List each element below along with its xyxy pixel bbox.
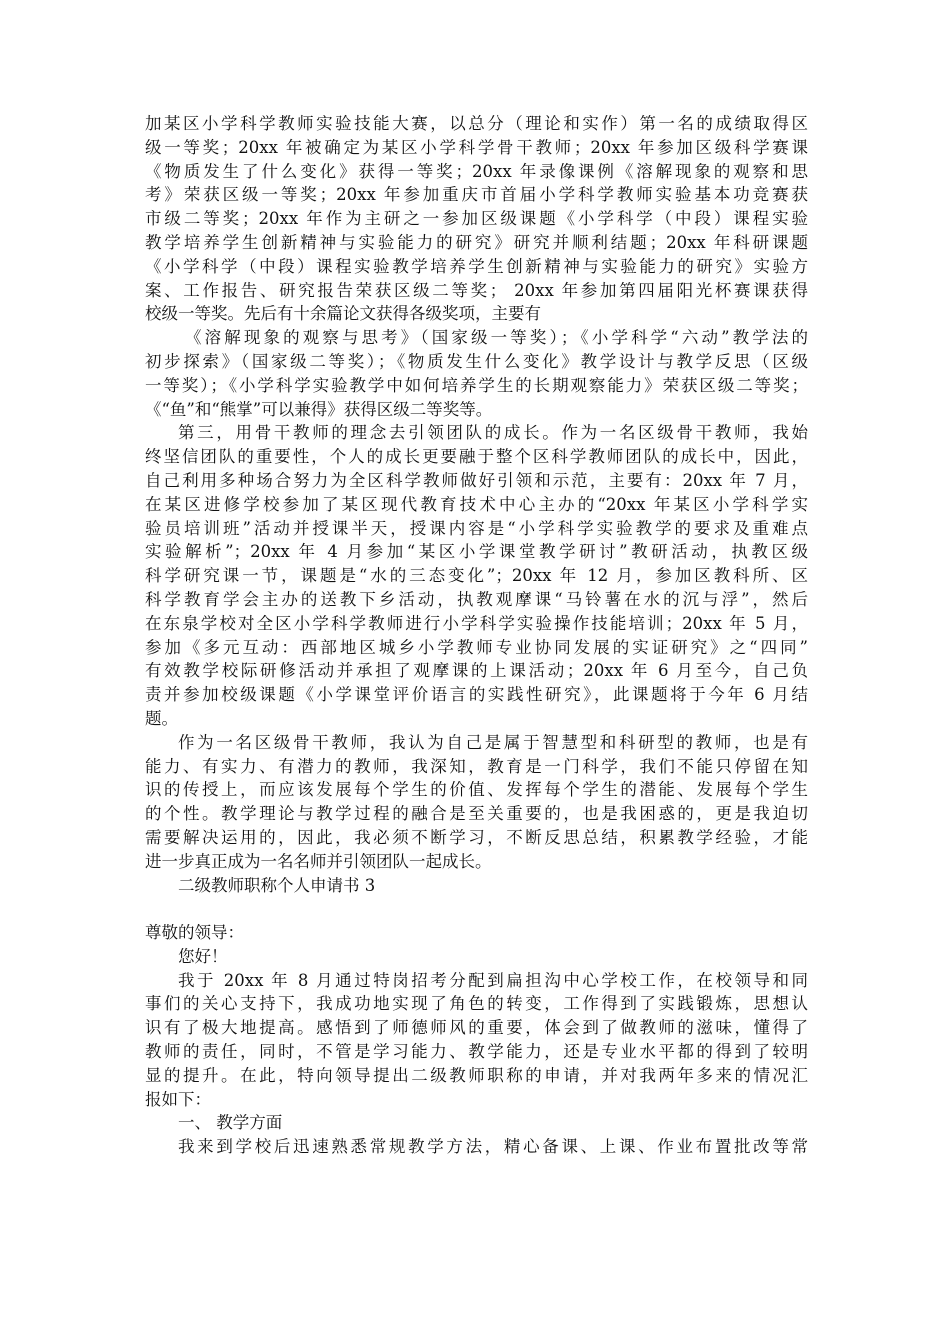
text-line: 能力、有实力、有潜力的教师，我深知，教育是一门科学，我们不能只停留在知 (145, 756, 808, 776)
paragraph-awards (145, 112, 808, 326)
text-line: 教学培养学生创新精神与实验能力的研究》研究并顺利结题；20xx 年科研课题 (145, 232, 808, 252)
text-line: 市级二等奖；20xx 年作为主研之一参加区级课题《小学科学（中段）课程实验 (145, 209, 808, 229)
text-line: 责并参加校级课题《小学课堂评价语言的实践性研究》，此课题将于今年 6 月结 (145, 685, 808, 705)
blank-line (145, 897, 808, 921)
text-line: 一等奖）；《小学科学实验教学中如何培养学生的长期观察能力》荣获区级二等奖； (145, 375, 808, 395)
paragraph-third-point (145, 421, 808, 730)
text-line: 科学教育学会主办的送教下乡活动，执教观摩课“马铃薯在水的沉与浮”，然后 (145, 589, 808, 609)
section-title: 二级教师职称个人申请书 3 (178, 875, 376, 895)
text-line: 第三，用骨干教师的理念去引领团队的成长。作为一名区级骨干教师，我始 (178, 423, 808, 443)
paragraph-papers (145, 326, 808, 421)
paragraph-intro (145, 969, 808, 1112)
heading-teaching: 一、 教学方面 (178, 1113, 283, 1133)
greeting: 您好！ (178, 946, 228, 966)
text-line: 参加《多元互动：西部地区城乡小学教师专业协同发展的实证研究》之“四同” (145, 637, 808, 657)
text-line: 需要解决运用的，因此，我必须不断学习，不断反思总结，积累教学经验，才能 (145, 827, 808, 847)
text-line: 的个性。教学理论与教学过程的融合是至关重要的，也是我困惑的，更是我迫切 (145, 804, 808, 824)
text-line: 在东泉学校对全区小学科学教师进行小学科学实验操作技能培训；20xx 年 5 月， (145, 613, 808, 633)
text-line: 初步探索》（国家级二等奖）；《物质发生什么变化》教学设计与教学反思（区级 (145, 351, 808, 371)
text-line: 有效教学校际研修活动并承担了观摩课的上课活动；20xx 年 6 月至今，自己负 (145, 661, 808, 681)
text-line: 《溶解现象的观察与思考》（国家级一等奖）；《小学科学“六动”教学法的 (185, 328, 808, 348)
text-line: 《小学科学（中段）课程实验教学培养学生创新精神与实验能力的研究》实验方 (145, 256, 808, 276)
text-line: 显的提升。在此，特向领导提出二级教师职称的申请，并对我两年多来的情况汇 (145, 1065, 808, 1085)
text-line: 加某区小学科学教师实验技能大赛，以总分（理论和实作）第一名的成绩取得区 (145, 114, 808, 133)
text-line: 校级一等奖。先后有十余篇论文获得各级奖项，主要有 (145, 304, 541, 324)
text-line: 考》荣获区级一等奖；20xx 年参加重庆市首届小学科学教师实验基本功竞赛获 (145, 185, 808, 205)
text-line: 报如下： (145, 1089, 211, 1109)
text-line: 我于 20xx 年 8 月通过特岗招考分配到扁担沟中心学校工作，在校领导和同 (178, 970, 808, 990)
text-line: 验员培训班”活动并授课半天，授课内容是“小学科学实验教学的要求及重难点 (145, 518, 808, 538)
salutation: 尊敬的领导： (145, 923, 244, 943)
text-line: 《“鱼”和“熊掌”可以兼得》获得区级二等奖等。 (145, 399, 493, 419)
text-line: 自己利用多种场合努力为全区科学教师做好引领和示范，主要有：20xx 年 7 月， (145, 470, 808, 490)
text-line: 在某区进修学校参加了某区现代教育技术中心主办的“20xx 年某区小学科学实 (145, 494, 808, 514)
text-line: 终坚信团队的重要性，个人的成长更要融于整个区科学教师团队的成长中，因此， (145, 447, 808, 467)
text-line: 进一步真正成为一名名师并引领团队一起成长。 (145, 851, 492, 871)
text-line: 案、工作报告、研究报告荣获区级二等奖； 20xx 年参加第四届阳光杯赛课获得 (145, 280, 808, 300)
text-line: 作为一名区级骨干教师，我认为自己是属于智慧型和科研型的教师，也是有 (178, 732, 808, 752)
document-page (145, 112, 808, 1159)
paragraph-reflection (145, 731, 808, 874)
text-line: 《物质发生了什么变化》获得一等奖；20xx 年录像课例《溶解现象的观察和思 (145, 161, 808, 181)
text-line: 事们的关心支持下，我成功地实现了角色的转变，工作得到了实践锻炼，思想认 (145, 994, 808, 1014)
text-line: 教师的责任，同时，不管是学习能力、教学能力，还是专业水平都的得到了较明 (145, 1042, 808, 1062)
text-line: 我来到学校后迅速熟悉常规教学方法，精心备课、上课、作业布置批改等常 (178, 1137, 808, 1157)
text-line: 识有了极大地提高。感悟到了师德师风的重要，体会到了做教师的滋味，懂得了 (145, 1018, 808, 1038)
text-line: 级一等奖；20xx 年被确定为某区小学科学骨干教师；20xx 年参加区级科学赛课 (145, 137, 808, 157)
text-line: 实验解析”；20xx 年 4 月参加“某区小学课堂教学研讨”教研活动，执教区级 (145, 542, 808, 562)
text-line: 科学研究课一节，课题是“水的三态变化”；20xx 年 12 月，参加区教科所、区 (145, 566, 808, 586)
text-line: 识的传授上，而应该发展每个学生的价值、发挥每个学生的潜能、发展每个学生 (145, 780, 808, 800)
text-line: 题。 (145, 708, 178, 728)
